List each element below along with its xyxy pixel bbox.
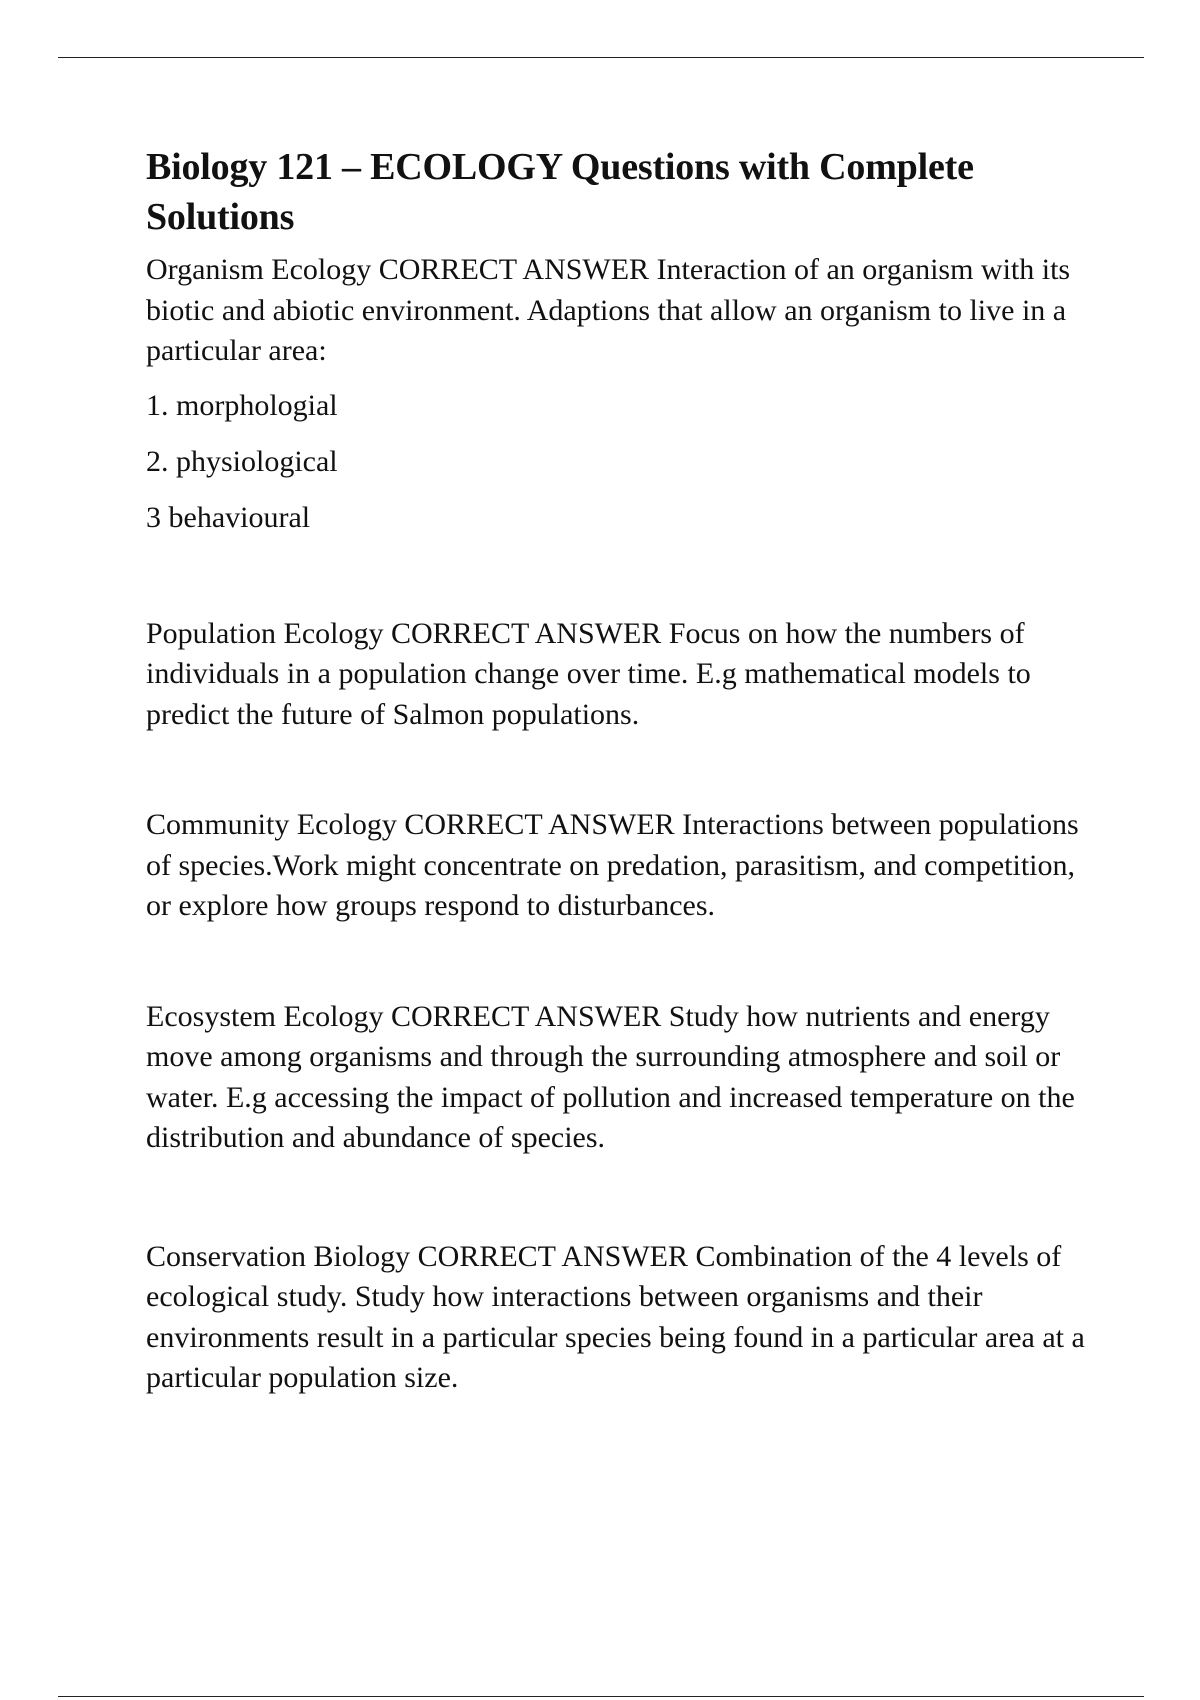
entry-population-ecology: Population Ecology CORRECT ANSWER Focus on how the numbers of individuals in a population change over time. E.g mathematical models to predict the future of Salmon populations.: [146, 616, 1031, 731]
entry-organism-ecology: Organism Ecology CORRECT ANSWER Interaction of an organism with its biotic and abiotic environment. Adaptions that allow an organism to live in a particular area:: [146, 253, 1071, 367]
list-item-physiological: 2. physiological: [146, 444, 338, 478]
footer-rule: [58, 1696, 1144, 1697]
document-title: Biology 121 – ECOLOGY Questions with Complete Solutions: [146, 146, 974, 238]
header-rule: [58, 57, 1144, 58]
entry-ecosystem-ecology: Ecosystem Ecology CORRECT ANSWER Study how nutrients and energy move among organisms and through the surrounding atmosphere and soil or water. E.g accessing the impact of pollution and increased temperature on the distribution and abundance of species.: [146, 999, 1075, 1154]
entry-community-ecology: Community Ecology CORRECT ANSWER Interactions between populations of species.Work might concentrate on predation, parasitism, and competition, or explore how groups respond to disturbances.: [146, 808, 1079, 922]
list-item-behavioural: 3 behavioural: [146, 500, 311, 534]
list-item-morphological: 1. morphologial: [146, 388, 338, 422]
document-body: [146, 142, 1106, 1399]
entry-conservation-biology: Conservation Biology CORRECT ANSWER Combination of the 4 levels of ecological study. Study how interactions between organisms and their environments result in a particular species being found in a particular area at a particular population size.: [146, 1239, 1085, 1394]
